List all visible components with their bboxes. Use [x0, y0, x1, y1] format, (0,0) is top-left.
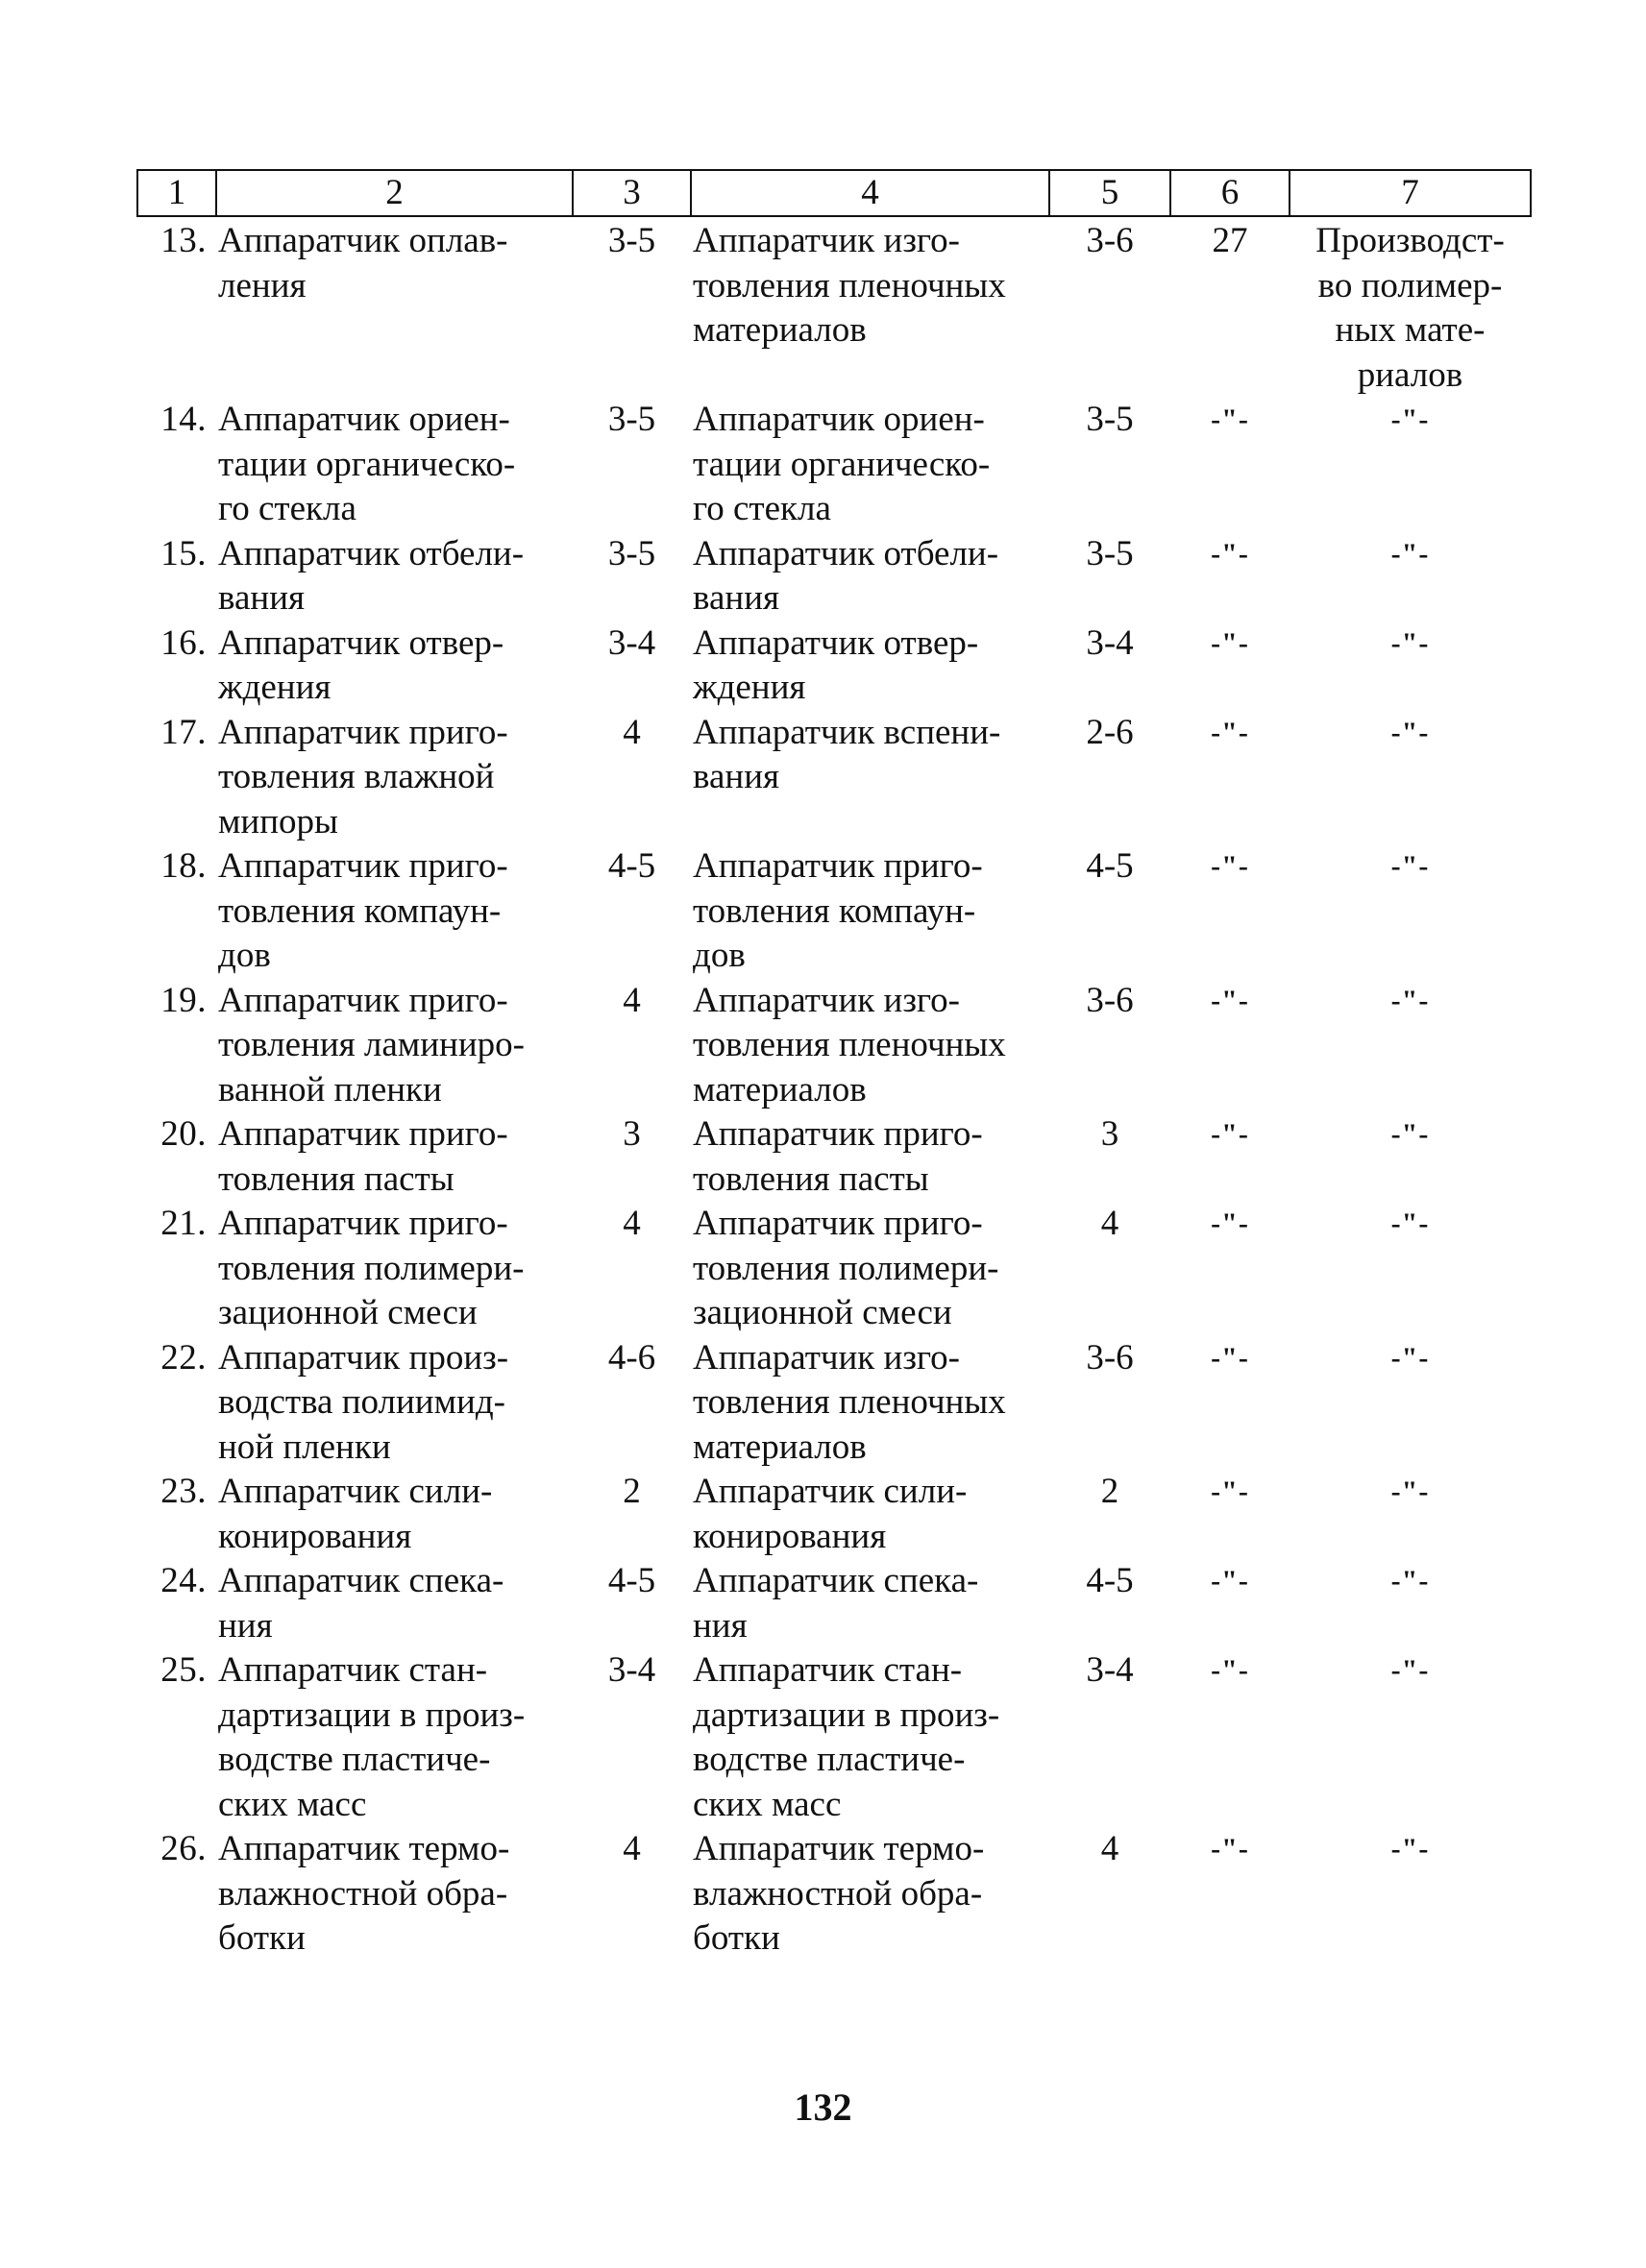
table-row	[137, 711, 1531, 845]
text-line: -"-	[1390, 1207, 1430, 1239]
table-row	[137, 1202, 1531, 1336]
table-header	[137, 170, 1531, 216]
issue-number: 27	[1212, 221, 1248, 260]
equivalent-category: 4-5	[1086, 1561, 1134, 1600]
text-line: -"-	[1390, 1475, 1430, 1507]
equivalent-profession	[691, 398, 1049, 532]
text-line: Производст-	[1315, 221, 1505, 260]
header-col-2: 2	[216, 170, 573, 216]
issue-number: -"-	[1211, 850, 1249, 882]
text-line: ванной пленки	[218, 1069, 442, 1110]
issue-number: -"-	[1211, 537, 1249, 570]
text-line: -"-	[1390, 1565, 1430, 1597]
text-line: -"-	[1390, 850, 1430, 882]
equivalent-profession	[691, 1648, 1049, 1827]
equivalent-profession	[691, 979, 1049, 1113]
category-range: 4-6	[607, 1337, 656, 1378]
issue-number: -"-	[1211, 984, 1249, 1016]
text-line: Аппаратчик приго-	[218, 712, 508, 752]
header-col-3: 3	[573, 170, 691, 216]
industry-section	[1290, 1559, 1531, 1648]
row-number: 19.	[160, 980, 207, 1020]
industry-section	[1290, 1648, 1531, 1827]
text-line: товления пасты	[218, 1158, 454, 1199]
text-line: Аппаратчик оплав-	[218, 221, 508, 260]
text-line: го стекла	[218, 489, 356, 528]
text-line: тации органическо-	[693, 444, 991, 484]
text-line: Аппаратчик отвер-	[218, 622, 504, 663]
table-row	[137, 979, 1531, 1113]
text-line: водстве пластиче-	[693, 1740, 966, 1779]
equivalent-category: 3-5	[1086, 400, 1134, 439]
row-number: 24.	[160, 1561, 207, 1600]
category-range: 4	[623, 1829, 641, 1868]
text-line: Аппаратчик изго-	[693, 980, 961, 1020]
text-line: Аппаратчик приго-	[218, 1204, 508, 1243]
text-line: ждения	[218, 668, 332, 707]
header-col-1: 1	[137, 170, 216, 216]
row-number: 20.	[160, 1114, 207, 1154]
text-line: дартизации в произ-	[693, 1695, 1000, 1735]
text-line: ления	[218, 265, 307, 305]
text-line: товления полимери-	[693, 1248, 999, 1288]
text-line: Аппаратчик отбели-	[218, 533, 525, 573]
qualification-table	[136, 169, 1532, 1962]
header-col-7: 7	[1290, 170, 1531, 216]
profession-name	[216, 398, 573, 532]
text-line: ждения	[693, 668, 806, 707]
text-line: Аппаратчик стан-	[693, 1650, 963, 1690]
text-line: Аппаратчик спека-	[218, 1561, 504, 1600]
equivalent-category: 3-6	[1086, 1337, 1134, 1378]
issue-number: -"-	[1211, 1207, 1249, 1239]
equivalent-category: 4	[1100, 1829, 1119, 1868]
table-row	[137, 398, 1531, 532]
table-row	[137, 1336, 1531, 1471]
text-line: дартизации в произ-	[218, 1695, 526, 1735]
text-line: конирования	[218, 1516, 412, 1556]
text-line: товления компаун-	[693, 890, 976, 931]
profession-name	[216, 622, 573, 711]
text-line: Аппаратчик приго-	[218, 846, 508, 886]
text-line: ных мате-	[1335, 310, 1486, 350]
category-range: 2	[623, 1472, 641, 1511]
industry-section	[1290, 216, 1531, 398]
issue-number: -"-	[1211, 1341, 1249, 1374]
table-body	[137, 216, 1531, 1962]
text-line: материалов	[693, 310, 867, 350]
text-line: Аппаратчик вспени-	[693, 712, 1001, 752]
page-number: 132	[794, 2085, 852, 2129]
issue-number: -"-	[1211, 1654, 1249, 1686]
text-line: товления пленочных	[693, 1382, 1006, 1422]
text-line: Аппаратчик стан-	[218, 1650, 488, 1690]
text-line: ной пленки	[218, 1427, 391, 1467]
text-line: влажностной обра-	[693, 1873, 983, 1914]
text-line: товления компаун-	[218, 890, 502, 931]
row-number: 26.	[160, 1829, 207, 1868]
text-line: го стекла	[693, 489, 831, 528]
text-line: зационной смеси	[218, 1293, 478, 1332]
category-range: 3-4	[607, 1650, 656, 1690]
equivalent-category: 3-6	[1086, 221, 1134, 260]
text-line: товления пленочных	[693, 265, 1006, 305]
equivalent-profession	[691, 1827, 1049, 1962]
text-line: вания	[218, 578, 306, 618]
text-line: ботки	[693, 1918, 780, 1958]
issue-number: -"-	[1211, 1565, 1249, 1597]
text-line: товления пасты	[693, 1158, 929, 1199]
equivalent-profession	[691, 844, 1049, 979]
issue-number: -"-	[1211, 1118, 1249, 1150]
category-range: 4-5	[607, 1561, 656, 1600]
profession-name	[216, 1559, 573, 1648]
equivalent-profession	[691, 1336, 1049, 1471]
text-line: тации органическо-	[218, 444, 516, 484]
text-line: водстве пластиче-	[218, 1740, 491, 1779]
row-number: 23.	[160, 1472, 207, 1511]
text-line: -"-	[1390, 716, 1430, 748]
category-range: 3-5	[607, 533, 656, 573]
table-row	[137, 1112, 1531, 1202]
industry-section	[1290, 532, 1531, 622]
table-row	[137, 532, 1531, 622]
table-row	[137, 1470, 1531, 1559]
row-number: 21.	[160, 1204, 207, 1243]
row-number: 18.	[160, 846, 207, 886]
issue-number: -"-	[1211, 1475, 1249, 1507]
text-line: -"-	[1390, 984, 1430, 1016]
category-range: 4	[623, 980, 641, 1020]
profession-name	[216, 711, 573, 845]
table-row	[137, 1648, 1531, 1827]
text-line: Аппаратчик приго-	[218, 980, 508, 1020]
row-number: 13.	[160, 221, 207, 260]
equivalent-category: 3-6	[1086, 980, 1134, 1020]
text-line: ния	[693, 1605, 748, 1646]
text-line: Аппаратчик произ-	[218, 1337, 509, 1378]
issue-number: -"-	[1211, 403, 1249, 435]
text-line: ния	[218, 1605, 273, 1646]
table-row	[137, 622, 1531, 711]
category-range: 3-5	[607, 221, 656, 260]
industry-section	[1290, 1202, 1531, 1336]
equivalent-profession	[691, 1202, 1049, 1336]
profession-name	[216, 216, 573, 398]
industry-section	[1290, 1336, 1531, 1471]
row-number: 15.	[160, 533, 207, 573]
issue-number: -"-	[1211, 1833, 1249, 1865]
text-line: влажностной обра-	[218, 1873, 508, 1914]
text-line: товления полимери-	[218, 1248, 525, 1288]
industry-section	[1290, 1470, 1531, 1559]
text-line: конирования	[693, 1516, 887, 1556]
text-line: Аппаратчик сили-	[218, 1472, 493, 1511]
text-line: -"-	[1390, 626, 1430, 659]
equivalent-category: 2-6	[1086, 712, 1134, 752]
text-line: Аппаратчик термо-	[693, 1829, 985, 1868]
industry-section	[1290, 398, 1531, 532]
text-line: -"-	[1390, 537, 1430, 570]
text-line: вания	[693, 578, 780, 618]
equivalent-category: 3-5	[1086, 533, 1134, 573]
row-number: 25.	[160, 1650, 207, 1690]
issue-number: -"-	[1211, 626, 1249, 659]
industry-section	[1290, 979, 1531, 1113]
text-line: Аппаратчик ориен-	[218, 400, 510, 439]
text-line: материалов	[693, 1069, 867, 1110]
text-line: вания	[693, 757, 780, 796]
equivalent-profession	[691, 532, 1049, 622]
text-line: Аппаратчик приго-	[693, 846, 983, 886]
text-line: Аппаратчик сили-	[693, 1472, 968, 1511]
text-line: Аппаратчик ориен-	[693, 400, 985, 439]
profession-name	[216, 1336, 573, 1471]
equivalent-profession	[691, 216, 1049, 398]
header-row	[137, 170, 1531, 216]
profession-name	[216, 844, 573, 979]
text-line: -"-	[1390, 1654, 1430, 1686]
text-line: материалов	[693, 1427, 867, 1467]
industry-section	[1290, 1827, 1531, 1962]
text-line: ских масс	[218, 1784, 367, 1824]
equivalent-category: 3	[1100, 1114, 1119, 1154]
text-line: Аппаратчик приго-	[693, 1114, 983, 1154]
text-line: Аппаратчик спека-	[693, 1561, 979, 1600]
text-line: Аппаратчик отвер-	[693, 622, 979, 663]
header-col-6: 6	[1170, 170, 1290, 216]
equivalent-profession	[691, 622, 1049, 711]
text-line: -"-	[1390, 1118, 1430, 1150]
text-line: дов	[693, 936, 746, 975]
category-range: 3-5	[607, 400, 656, 439]
text-line: товления влажной	[218, 757, 495, 796]
text-line: во полимер-	[1317, 265, 1503, 305]
text-line: Аппаратчик приго-	[693, 1204, 983, 1243]
text-line: зационной смеси	[693, 1293, 952, 1332]
header-col-5: 5	[1049, 170, 1170, 216]
row-number: 16.	[160, 622, 207, 663]
issue-number: -"-	[1211, 716, 1249, 748]
profession-name	[216, 1470, 573, 1559]
text-line: товления пленочных	[693, 1025, 1006, 1064]
profession-name	[216, 1827, 573, 1962]
text-line: мипоры	[218, 801, 338, 841]
text-line: Аппаратчик отбели-	[693, 533, 999, 573]
industry-section	[1290, 1112, 1531, 1202]
equivalent-category: 4-5	[1086, 846, 1134, 886]
category-range: 4	[623, 1204, 641, 1243]
profession-name	[216, 1112, 573, 1202]
category-range: 3-4	[607, 622, 656, 663]
table-row	[137, 844, 1531, 979]
table-row	[137, 216, 1531, 398]
equivalent-category: 3-4	[1086, 1650, 1134, 1690]
equivalent-profession	[691, 1559, 1049, 1648]
text-line: товления ламиниро-	[218, 1025, 525, 1064]
text-line: -"-	[1390, 403, 1430, 435]
category-range: 4	[623, 712, 641, 752]
table-row	[137, 1559, 1531, 1648]
category-range: 3	[623, 1114, 641, 1154]
category-range: 4-5	[607, 846, 656, 886]
text-line: -"-	[1390, 1341, 1430, 1374]
row-number: 14.	[160, 400, 207, 439]
header-col-4: 4	[691, 170, 1049, 216]
industry-section	[1290, 622, 1531, 711]
row-number: 17.	[160, 712, 207, 752]
row-number: 22.	[160, 1337, 207, 1378]
text-line: Аппаратчик изго-	[693, 1337, 961, 1378]
table-row	[137, 1827, 1531, 1962]
equivalent-category: 2	[1100, 1472, 1119, 1511]
text-line: Аппаратчик термо-	[218, 1829, 510, 1868]
equivalent-profession	[691, 711, 1049, 845]
profession-name	[216, 979, 573, 1113]
equivalent-profession	[691, 1112, 1049, 1202]
equivalent-category: 4	[1100, 1204, 1119, 1243]
text-line: -"-	[1390, 1833, 1430, 1865]
text-line: ских масс	[693, 1784, 842, 1824]
profession-name	[216, 1202, 573, 1336]
profession-name	[216, 532, 573, 622]
text-line: водства полиимид-	[218, 1382, 505, 1422]
industry-section	[1290, 844, 1531, 979]
text-line: дов	[218, 936, 271, 975]
text-line: Аппаратчик изго-	[693, 221, 961, 260]
equivalent-profession	[691, 1470, 1049, 1559]
profession-name	[216, 1648, 573, 1827]
equivalent-category: 3-4	[1086, 622, 1134, 663]
text-line: риалов	[1357, 354, 1463, 395]
text-line: Аппаратчик приго-	[218, 1114, 508, 1154]
industry-section	[1290, 711, 1531, 845]
text-line: ботки	[218, 1918, 306, 1958]
